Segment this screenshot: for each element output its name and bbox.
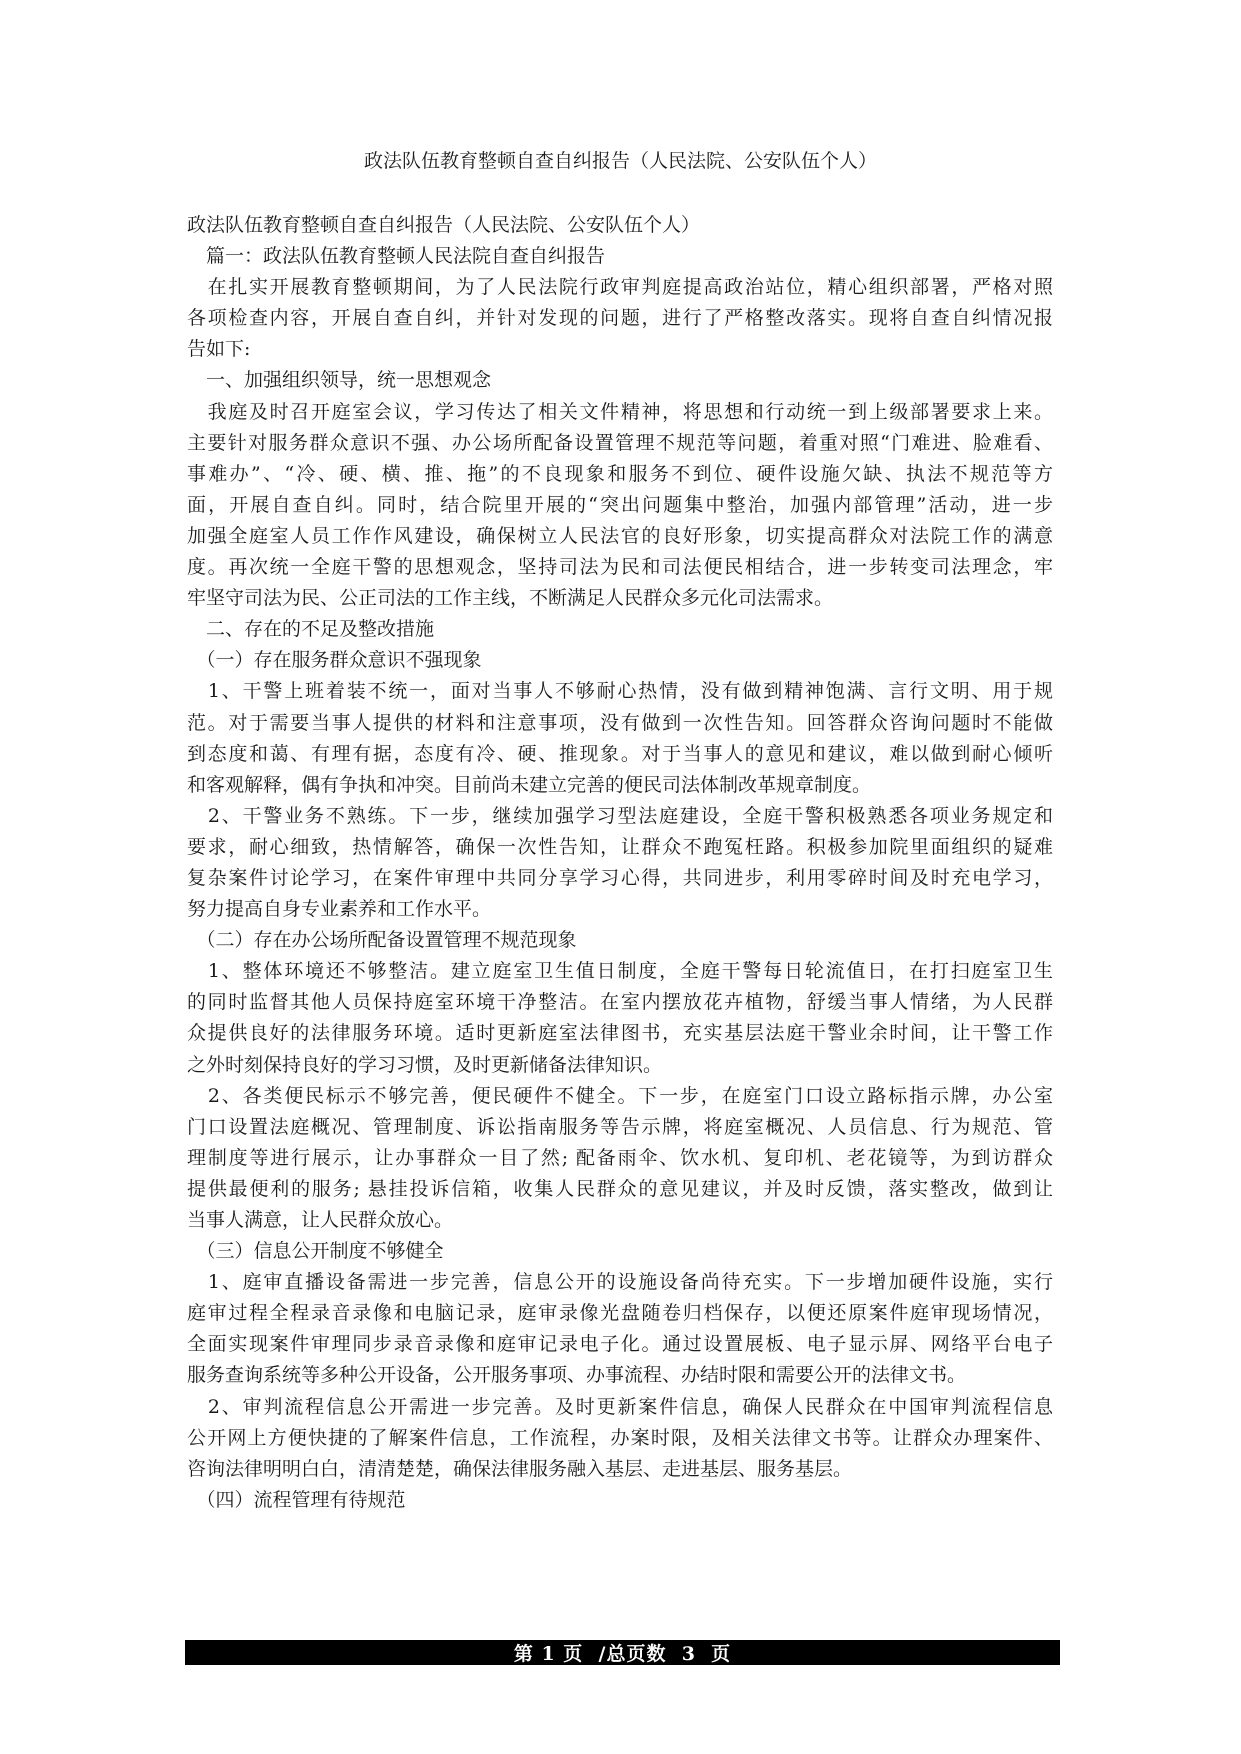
text-line: （四）流程管理有待规范 bbox=[187, 1488, 406, 1511]
text-line: 提供最便利的服务; 悬挂投诉信箱，收集人民群众的意见建议，并及时反馈，落实整改，做到让 bbox=[187, 1177, 1053, 1200]
text-line: 和客观解释，偶有争执和冲突。目前尚未建立完善的便民司法体制改革规章制度。 bbox=[187, 773, 872, 796]
text-line: （一）存在服务群众意识不强现象 bbox=[187, 649, 482, 672]
text-line: 咨询法律明明白白，清清楚楚，确保法律服务融入基层、走进基层、服务基层。 bbox=[187, 1457, 853, 1480]
text-line: 全面实现案件审理同步录音录像和庭审记录电子化。通过设置展板、电子显示屏、网络平台电子 bbox=[187, 1333, 1053, 1356]
text-line: 1、庭审直播设备需进一步完善，信息公开的设施设备尚待充实。下一步增加硬件设施，实行 bbox=[187, 1271, 1053, 1294]
text-line: 到态度和蔼、有理有据，态度有冷、硬、推现象。对于当事人的意见和建议，难以做到耐心倾听 bbox=[187, 742, 1053, 765]
text-line: 主要针对服务群众意识不强、办公场所配备设置管理不规范等问题，着重对照“门难进、脸难看、 bbox=[187, 431, 1053, 454]
page-number: 第 1 页 /总页数 3 页 bbox=[513, 1643, 732, 1665]
text-line: 二、存在的不足及整改措施 bbox=[187, 618, 435, 641]
text-line: 庭审过程全程录音录像和电脑记录，庭审录像光盘随卷归档保存，以便还原案件庭审现场情况， bbox=[187, 1302, 1053, 1325]
text-line: 在扎实开展教育整顿期间，为了人民法院行政审判庭提高政治站位，精心组织部署，严格对照 bbox=[187, 276, 1053, 299]
page-footer bbox=[185, 1640, 1060, 1665]
text-line: 范。对于需要当事人提供的材料和注意事项，没有做到一次性告知。回答群众咨询问题时不能做 bbox=[187, 711, 1053, 734]
text-line: 各项检查内容，开展自查自纠，并针对发现的问题，进行了严格整改落实。现将自查自纠情况报 bbox=[187, 307, 1053, 330]
text-line: 众提供良好的法律服务环境。适时更新庭室法律图书，充实基层法庭干警业余时间，让干警工作 bbox=[187, 1022, 1053, 1045]
text-line: 一、加强组织领导，统一思想观念 bbox=[187, 369, 492, 392]
text-line: 当事人满意，让人民群众放心。 bbox=[187, 1209, 454, 1231]
text-line: 公开网上方便快捷的了解案件信息，工作流程，办案时限，及相关法律文书等。让群众办理案件、 bbox=[187, 1426, 1053, 1449]
text-line: 1、整体环境还不够整洁。建立庭室卫生值日制度，全庭干警每日轮流值日，在打扫庭室卫生 bbox=[187, 960, 1053, 983]
text-line: （二）存在办公场所配备设置管理不规范现象 bbox=[187, 929, 577, 952]
document-body bbox=[187, 210, 1053, 1516]
text-line: 事难办”、“冷、硬、横、推、拖”的不良现象和服务不到位、硬件设施欠缺、执法不规范等方 bbox=[187, 462, 1053, 485]
text-line: 我庭及时召开庭室会议，学习传达了相关文件精神，将思想和行动统一到上级部署要求上来。 bbox=[187, 400, 1053, 423]
text-line: 2、审判流程信息公开需进一步完善。及时更新案件信息，确保人民群众在中国审判流程信息 bbox=[187, 1395, 1053, 1418]
text-line: 2、各类便民标示不够完善，便民硬件不健全。下一步，在庭室门口设立路标指示牌，办公室 bbox=[187, 1084, 1053, 1107]
text-line: 复杂案件讨论学习，在案件审理中共同分享学习心得，共同进步，利用零碎时间及时充电学习， bbox=[187, 866, 1053, 889]
text-line: 2、干警业务不熟练。下一步，继续加强学习型法庭建设，全庭干警积极熟悉各项业务规定和 bbox=[187, 804, 1053, 827]
text-line: 理制度等进行展示，让办事群众一目了然; 配备雨伞、饮水机、复印机、老花镜等，为到访群众 bbox=[187, 1146, 1053, 1169]
text-line: 面，开展自查自纠。同时，结合院里开展的“突出问题集中整治，加强内部管理”活动，进一步 bbox=[187, 493, 1053, 516]
text-line: 告如下: bbox=[187, 338, 251, 361]
text-line: 牢坚守司法为民、公正司法的工作主线，不断满足人民群众多元化司法需求。 bbox=[187, 587, 834, 610]
page-title: 政法队伍教育整顿自查自纠报告（人民法院、公安队伍个人） bbox=[363, 150, 877, 172]
text-line: 之外时刻保持良好的学习习惯，及时更新储备法律知识。 bbox=[187, 1053, 663, 1076]
text-line: 努力提高自身专业素养和工作水平。 bbox=[187, 898, 492, 921]
text-line: 要求，耐心细致，热情解答，确保一次性告知，让群众不跑冤枉路。积极参加院里面组织的疑难 bbox=[187, 835, 1053, 858]
text-line: 门口设置法庭概况、管理制度、诉讼指南服务等告示牌，将庭室概况、人员信息、行为规范、管 bbox=[187, 1115, 1053, 1138]
text-line: 1、干警上班着装不统一，面对当事人不够耐心热情，没有做到精神饱满、言行文明、用于规 bbox=[187, 680, 1053, 703]
text-line: 服务查询系统等多种公开设备，公开服务事项、办事流程、办结时限和需要公开的法律文书。 bbox=[187, 1364, 967, 1387]
text-line: （三）信息公开制度不够健全 bbox=[187, 1240, 444, 1263]
text-line: 度。再次统一全庭干警的思想观念，坚持司法为民和司法便民相结合，进一步转变司法理念，牢 bbox=[187, 556, 1053, 579]
text-line: 政法队伍教育整顿自查自纠报告（人民法院、公安队伍个人） bbox=[187, 214, 701, 236]
text-line: 篇一：政法队伍教育整顿人民法院自查自纠报告 bbox=[187, 245, 606, 268]
text-line: 的同时监督其他人员保持庭室环境干净整洁。在室内摆放花卉植物，舒缓当事人情绪，为人民群 bbox=[187, 991, 1053, 1014]
text-line: 加强全庭室人员工作作风建设，确保树立人民法官的良好形象，切实提高群众对法院工作的满意 bbox=[187, 524, 1053, 547]
